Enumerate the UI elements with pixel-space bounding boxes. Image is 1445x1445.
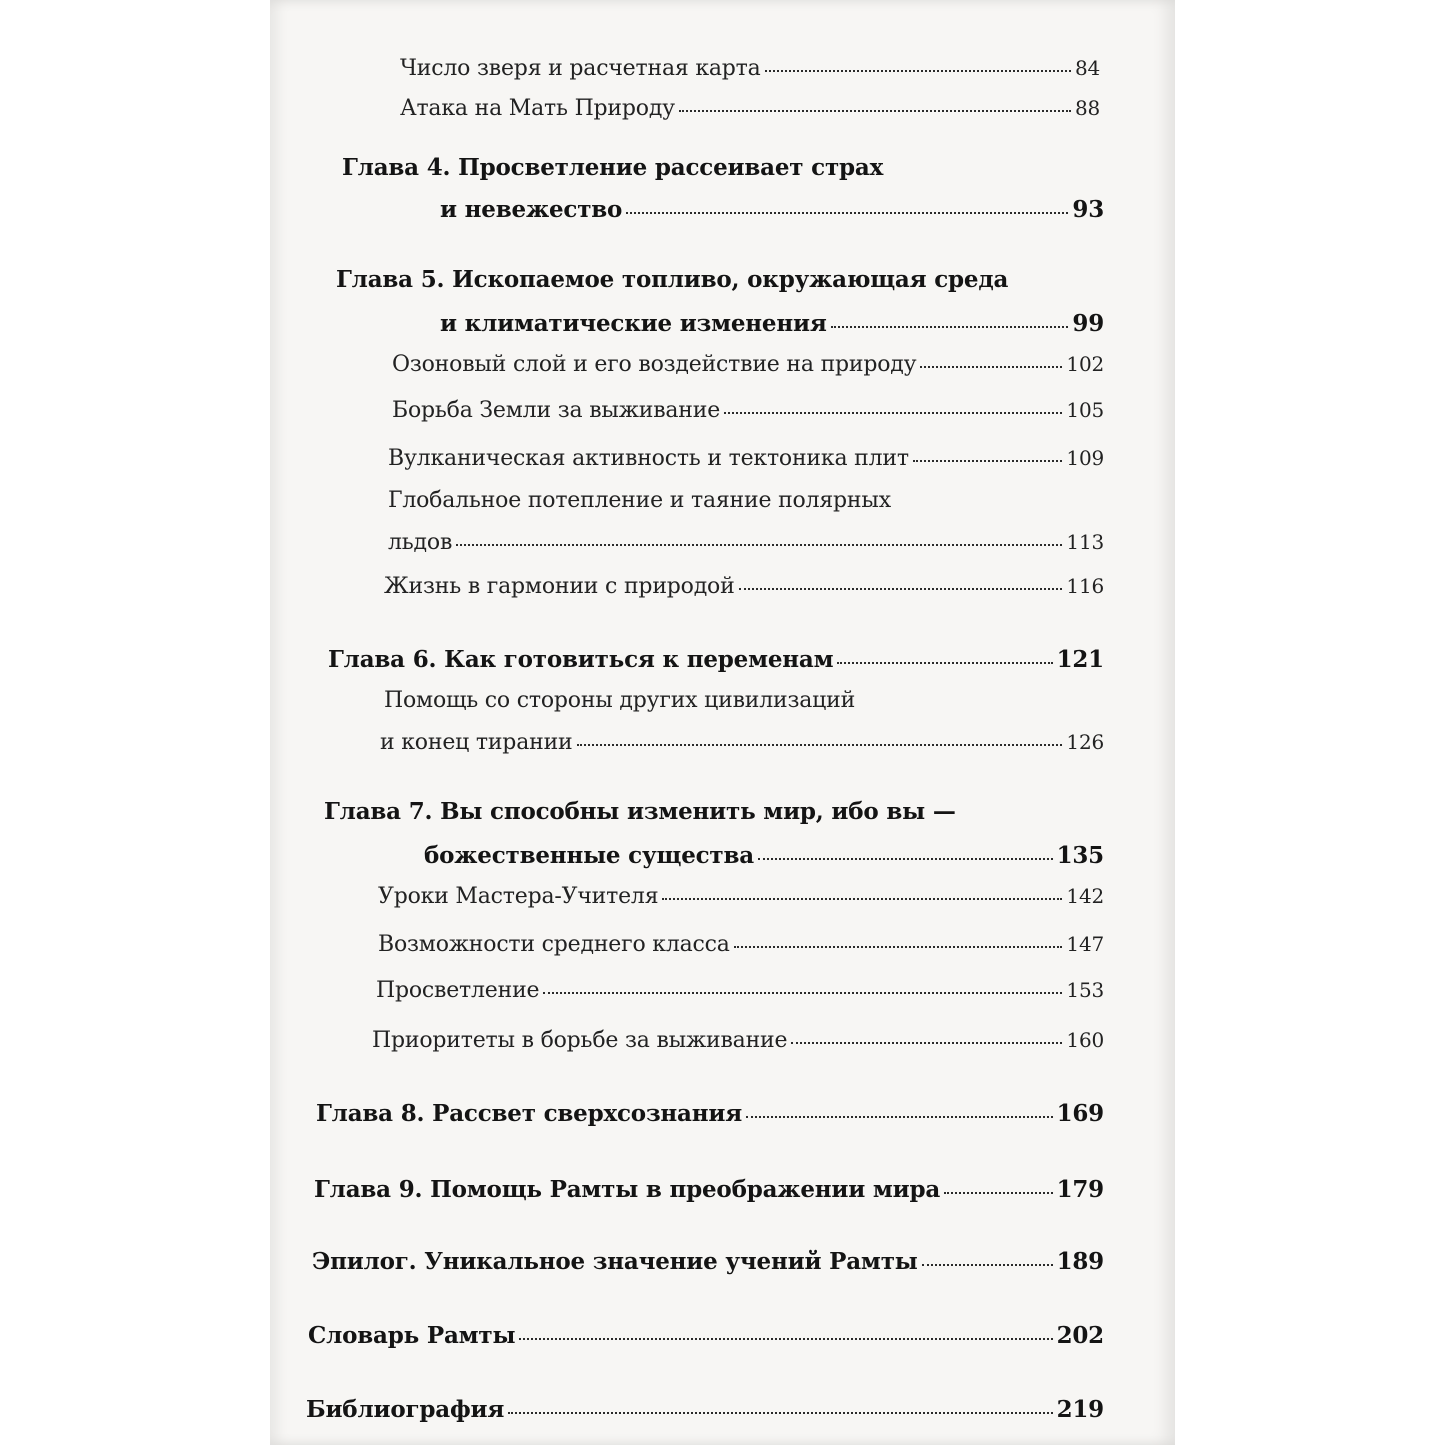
- dot-leader: [734, 946, 1063, 948]
- toc-chapter-5[interactable]: [440, 310, 1104, 337]
- toc-entry-page: 88: [1074, 96, 1100, 120]
- toc-chapter-8[interactable]: [316, 1100, 1104, 1127]
- toc-entry-other-civilizations-line1: Помощь со стороны других цивилизаций: [384, 688, 856, 713]
- toc-entry-page: 116: [1066, 574, 1104, 598]
- toc-entry-page: 109: [1066, 446, 1104, 470]
- toc-entry-enlightenment[interactable]: [376, 978, 1104, 1003]
- dot-leader: [922, 1264, 1053, 1266]
- toc-glossary[interactable]: [308, 1322, 1104, 1349]
- toc-entry-global-warming-line1: Глобальное потепление и таяние полярных: [388, 488, 891, 513]
- dot-leader: [837, 662, 1052, 664]
- toc-entry-page: 219: [1056, 1396, 1104, 1423]
- dot-leader: [626, 212, 1068, 214]
- dot-leader: [758, 858, 1053, 860]
- dot-leader: [679, 110, 1071, 112]
- toc-entry-volcanic-activity[interactable]: [388, 446, 1104, 471]
- dot-leader: [577, 744, 1063, 746]
- toc-entry-title: Библиография: [306, 1396, 505, 1423]
- dot-leader: [456, 544, 1062, 546]
- toc-entry-page: 153: [1066, 978, 1104, 1002]
- dot-leader: [662, 898, 1062, 900]
- toc-entry-survival-priorities[interactable]: [372, 1028, 1104, 1053]
- dot-leader: [746, 1116, 1053, 1118]
- toc-entry-title: Глава 6. Как готовиться к переменам: [328, 646, 834, 673]
- dot-leader: [944, 1192, 1052, 1194]
- toc-entry-page: 160: [1066, 1028, 1104, 1052]
- toc-entry-title: Атака на Мать Природу: [400, 96, 675, 121]
- toc-entry-title: Эпилог. Уникальное значение учений Рамты: [312, 1248, 918, 1275]
- toc-entry-master-teacher-lessons[interactable]: [378, 884, 1104, 909]
- toc-entry-harmony-with-nature[interactable]: [384, 574, 1104, 599]
- toc-entry-title: Словарь Рамты: [308, 1322, 516, 1349]
- toc-bibliography[interactable]: [306, 1396, 1104, 1423]
- dot-leader: [920, 366, 1062, 368]
- toc-entry-title: Глава 9. Помощь Рамты в преображении мира: [314, 1176, 941, 1203]
- toc-entry-title: и невежество: [440, 196, 623, 223]
- toc-entry-page: 121: [1056, 646, 1104, 673]
- toc-entry-earth-survival[interactable]: [392, 398, 1104, 423]
- toc-entry-title: Борьба Земли за выживание: [392, 398, 721, 423]
- toc-entry-title: Число зверя и расчетная карта: [400, 56, 761, 81]
- toc-entry-page: 189: [1056, 1248, 1104, 1275]
- toc-entry-title: льдов: [388, 530, 453, 555]
- toc-entry-title: Просветление: [376, 978, 540, 1003]
- toc-chapter-4[interactable]: [440, 196, 1104, 223]
- toc-entry-page: 202: [1056, 1322, 1104, 1349]
- toc-entry-title: божественные существа: [424, 842, 754, 869]
- toc-entry-page: 147: [1066, 932, 1104, 956]
- toc-entry-page: 142: [1066, 884, 1104, 908]
- toc-chapter-5-title-line1: Глава 5. Ископаемое топливо, окружающая среда: [336, 266, 1009, 293]
- toc-entry-title: Вулканическая активность и тектоника плит: [388, 446, 909, 471]
- dot-leader: [765, 70, 1071, 72]
- toc-chapter-4-title-line1: Глава 4. Просветление рассеивает страх: [342, 154, 884, 181]
- dot-leader: [508, 1412, 1052, 1414]
- toc-chapter-7[interactable]: [424, 842, 1104, 869]
- toc-entry-title: Жизнь в гармонии с природой: [384, 574, 735, 599]
- dot-leader: [724, 412, 1062, 414]
- dot-leader: [791, 1042, 1062, 1044]
- toc-entry-page: 179: [1056, 1176, 1104, 1203]
- toc-epilogue[interactable]: [312, 1248, 1104, 1275]
- toc-chapter-7-title-line1: Глава 7. Вы способны изменить мир, ибо вы —: [324, 798, 956, 825]
- toc-entry-page: 169: [1056, 1100, 1104, 1127]
- toc-entry-global-warming[interactable]: [388, 530, 1104, 555]
- toc-entry-page: 99: [1072, 310, 1104, 337]
- toc-entry-title: и климатические изменения: [440, 310, 827, 337]
- toc-entry-page: 135: [1056, 842, 1104, 869]
- toc-entry-middle-class[interactable]: [378, 932, 1104, 957]
- dot-leader: [519, 1338, 1052, 1340]
- toc-entry-title: Уроки Мастера-Учителя: [378, 884, 659, 909]
- toc-entry-attack-on-mother-nature[interactable]: [400, 96, 1100, 121]
- toc-entry-title: Озоновый слой и его воздействие на природу: [392, 352, 917, 377]
- toc-entry-page: 105: [1066, 398, 1104, 422]
- dot-leader: [831, 326, 1069, 328]
- toc-entry-title: и конец тирании: [380, 730, 573, 755]
- toc-entry-page: 93: [1072, 196, 1104, 223]
- toc-entry-page: 84: [1074, 56, 1100, 80]
- dot-leader: [543, 992, 1062, 994]
- toc-chapter-9[interactable]: [314, 1176, 1104, 1203]
- toc-entry-number-of-beast[interactable]: [400, 56, 1100, 81]
- toc-entry-title: Возможности среднего класса: [378, 932, 730, 957]
- toc-chapter-6[interactable]: [328, 646, 1104, 673]
- toc-entry-page: 113: [1066, 530, 1104, 554]
- dot-leader: [739, 588, 1063, 590]
- dot-leader: [913, 460, 1063, 462]
- toc-entry-title: Глава 8. Рассвет сверхсознания: [316, 1100, 743, 1127]
- toc-entry-page: 102: [1066, 352, 1104, 376]
- toc-entry-page: 126: [1066, 730, 1104, 754]
- toc-entry-ozone-layer[interactable]: [392, 352, 1104, 377]
- toc-entry-title: Приоритеты в борьбе за выживание: [372, 1028, 788, 1053]
- toc-entry-other-civilizations[interactable]: [380, 730, 1104, 755]
